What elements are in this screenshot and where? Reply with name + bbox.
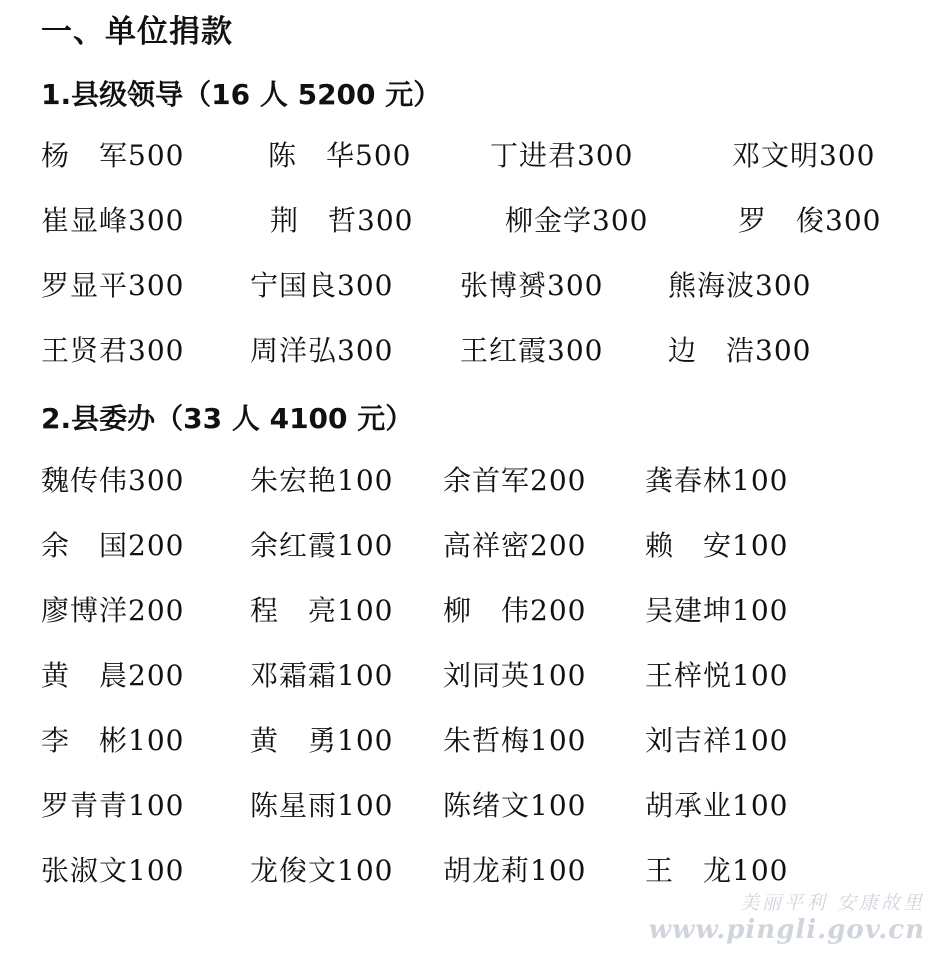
donor-entry	[41, 463, 184, 499]
donation-amount: 200	[128, 594, 185, 627]
donation-amount: 100	[337, 464, 394, 497]
donor-entry	[505, 203, 648, 239]
donation-amount: 200	[530, 464, 587, 497]
donor-entry	[250, 853, 393, 889]
donation-amount: 200	[128, 659, 185, 692]
donation-amount: 300	[819, 139, 876, 172]
donor-entry	[41, 593, 184, 629]
donor-name: 高祥密	[443, 529, 531, 562]
donor-name: 余红霞	[250, 529, 338, 562]
page-title: 一、单位捐款	[41, 14, 233, 50]
donor-name: 刘同英	[443, 659, 531, 692]
donation-amount: 300	[128, 204, 185, 237]
donation-amount: 300	[337, 269, 394, 302]
donation-amount: 500	[355, 139, 412, 172]
donor-entry	[250, 268, 393, 304]
donation-amount: 300	[128, 334, 185, 367]
donation-amount: 300	[337, 334, 394, 367]
section-heading-county-leaders: 1.县级领导（16 人 5200 元）	[41, 78, 442, 111]
donor-entry	[732, 138, 875, 174]
donation-amount: 200	[530, 529, 587, 562]
section-heading-county-committee-office: 2.县委办（33 人 4100 元）	[41, 402, 414, 435]
donation-amount: 200	[128, 529, 185, 562]
donor-name: 廖博洋	[41, 594, 129, 627]
donation-amount: 100	[337, 854, 394, 887]
donor-name: 胡承业	[645, 789, 733, 822]
donation-amount: 200	[530, 594, 587, 627]
donor-entry	[645, 528, 788, 564]
donation-amount: 100	[732, 594, 789, 627]
donor-entry	[443, 658, 586, 694]
donor-entry	[41, 203, 184, 239]
donation-amount: 100	[530, 659, 587, 692]
donor-entry	[443, 723, 586, 759]
donation-amount: 300	[547, 334, 604, 367]
donation-amount: 100	[337, 724, 394, 757]
donation-amount: 100	[732, 529, 789, 562]
donor-name: 魏传伟	[41, 464, 129, 497]
donor-entry	[41, 853, 184, 889]
donor-entry	[41, 788, 184, 824]
donor-entry	[41, 723, 184, 759]
donor-entry	[41, 138, 184, 174]
donation-amount: 100	[732, 724, 789, 757]
donor-name: 刘吉祥	[645, 724, 733, 757]
donor-name: 罗显平	[41, 269, 129, 302]
donor-name: 龙俊文	[250, 854, 338, 887]
donor-entry	[41, 333, 184, 369]
donation-amount: 100	[337, 529, 394, 562]
donation-amount: 100	[732, 789, 789, 822]
donor-name: 陈星雨	[250, 789, 338, 822]
donor-name: 吴建坤	[645, 594, 733, 627]
donor-name: 陈绪文	[443, 789, 531, 822]
watermark-url: www.pingli.gov.cn	[648, 915, 925, 945]
donor-name: 荆 哲	[270, 204, 358, 237]
donation-amount: 500	[128, 139, 185, 172]
donor-name: 宁国良	[250, 269, 338, 302]
donation-amount: 300	[547, 269, 604, 302]
donor-entry	[645, 658, 788, 694]
donor-entry	[490, 138, 633, 174]
donation-amount: 300	[357, 204, 414, 237]
donor-name: 王梓悦	[645, 659, 733, 692]
donor-entry	[41, 658, 184, 694]
donor-name: 邓文明	[732, 139, 820, 172]
donor-entry	[645, 853, 788, 889]
donor-entry	[443, 853, 586, 889]
donation-amount: 300	[755, 334, 812, 367]
donor-name: 朱哲梅	[443, 724, 531, 757]
donor-name: 余 国	[41, 529, 129, 562]
donation-amount: 300	[592, 204, 649, 237]
donor-entry	[443, 593, 586, 629]
donor-entry	[443, 788, 586, 824]
donor-entry	[250, 333, 393, 369]
donor-name: 胡龙莉	[443, 854, 531, 887]
donation-amount: 100	[128, 724, 185, 757]
donation-amount: 300	[577, 139, 634, 172]
donor-entry	[250, 658, 393, 694]
donor-name: 王红霞	[460, 334, 548, 367]
donor-name: 程 亮	[250, 594, 338, 627]
donor-name: 李 彬	[41, 724, 129, 757]
donor-entry	[645, 463, 788, 499]
donor-name: 熊海波	[668, 269, 756, 302]
donor-entry	[268, 138, 411, 174]
donor-name: 朱宏艳	[250, 464, 338, 497]
donation-amount: 100	[530, 854, 587, 887]
donation-amount: 300	[128, 464, 185, 497]
donor-name: 陈 华	[268, 139, 356, 172]
donor-entry	[645, 723, 788, 759]
donor-name: 王贤君	[41, 334, 129, 367]
donation-amount: 300	[755, 269, 812, 302]
donation-amount: 100	[732, 854, 789, 887]
donation-amount: 100	[337, 659, 394, 692]
donation-amount: 300	[128, 269, 185, 302]
donor-entry	[270, 203, 413, 239]
donor-name: 赖 安	[645, 529, 733, 562]
donor-name: 龚春林	[645, 464, 733, 497]
donor-name: 柳金学	[505, 204, 593, 237]
donor-entry	[250, 593, 393, 629]
donor-name: 杨 军	[41, 139, 129, 172]
donor-entry	[250, 463, 393, 499]
donor-name: 罗青青	[41, 789, 129, 822]
donation-amount: 100	[732, 659, 789, 692]
donor-name: 余首军	[443, 464, 531, 497]
donation-amount: 100	[337, 594, 394, 627]
donor-name: 黄 勇	[250, 724, 338, 757]
donor-entry	[645, 788, 788, 824]
donor-entry	[250, 528, 393, 564]
donor-entry	[250, 723, 393, 759]
donor-entry	[443, 528, 586, 564]
donation-amount: 100	[128, 789, 185, 822]
donation-amount: 300	[825, 204, 882, 237]
donor-entry	[460, 268, 603, 304]
donor-name: 丁进君	[490, 139, 578, 172]
donor-entry	[41, 268, 184, 304]
donor-name: 黄 晨	[41, 659, 129, 692]
donor-entry	[668, 268, 811, 304]
donor-name: 边 浩	[668, 334, 756, 367]
donor-name: 罗 俊	[738, 204, 826, 237]
donor-entry	[443, 463, 586, 499]
donor-entry	[250, 788, 393, 824]
donor-entry	[668, 333, 811, 369]
donor-entry	[645, 593, 788, 629]
donation-amount: 100	[530, 724, 587, 757]
donor-name: 崔显峰	[41, 204, 129, 237]
donor-entry	[738, 203, 881, 239]
donor-name: 张淑文	[41, 854, 129, 887]
donation-amount: 100	[530, 789, 587, 822]
donation-amount: 100	[128, 854, 185, 887]
donor-name: 柳 伟	[443, 594, 531, 627]
site-watermark	[649, 888, 925, 945]
donor-entry	[41, 528, 184, 564]
donation-amount: 100	[337, 789, 394, 822]
donor-entry	[460, 333, 603, 369]
donation-amount: 100	[732, 464, 789, 497]
donor-name: 张博赟	[460, 269, 548, 302]
donor-name: 周洋弘	[250, 334, 338, 367]
donor-name: 王 龙	[645, 854, 733, 887]
donor-name: 邓霜霜	[250, 659, 338, 692]
watermark-slogan: 美丽平利 安康故里	[739, 892, 925, 914]
